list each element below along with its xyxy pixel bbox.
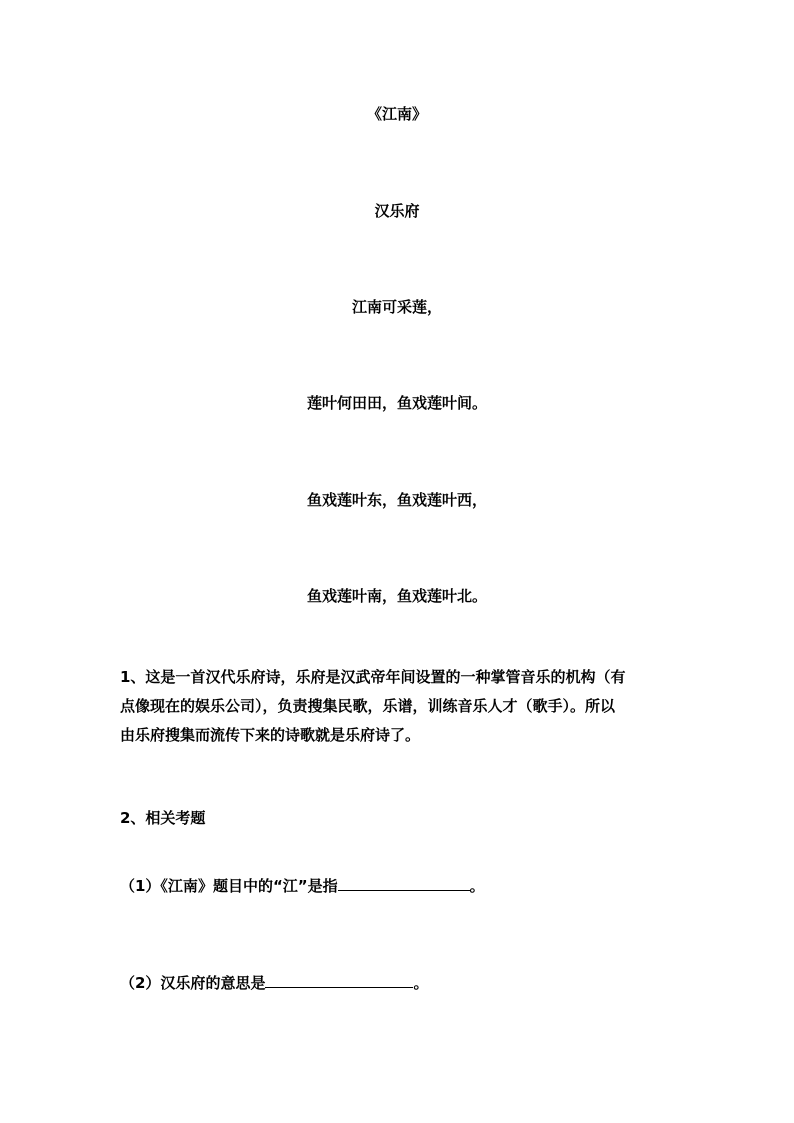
poem-line: 江南可采莲， xyxy=(351,298,442,316)
question-2-end: 。 xyxy=(413,974,429,992)
poem-title: 《江南》 xyxy=(366,105,427,123)
poem-line: 鱼戏莲叶东，鱼戏莲叶西， xyxy=(306,491,487,509)
note-line: 点像现在的娱乐公司），负责搜集民歌，乐谱，训练音乐人才（歌手）。所以 xyxy=(120,697,616,715)
note-line: 由乐府搜集而流传下来的诗歌就是乐府诗了。 xyxy=(120,726,421,744)
answer-blank-2[interactable] xyxy=(265,973,413,988)
poem-line: 莲叶何田田，鱼戏莲叶间。 xyxy=(306,394,487,412)
note-line: 1、这是一首汉代乐府诗，乐府是汉武帝年间设置的一种掌管音乐的机构（有 xyxy=(120,668,626,686)
poem-author: 汉乐府 xyxy=(374,202,420,220)
question-2 xyxy=(120,973,428,993)
questions-heading: 2、相关考题 xyxy=(120,809,206,827)
question-1-end: 。 xyxy=(469,877,485,895)
note-paragraph xyxy=(120,663,680,750)
question-2-text: （2）汉乐府的意思是 xyxy=(120,974,266,992)
poem-line: 鱼戏莲叶南，鱼戏莲叶北。 xyxy=(306,587,487,605)
question-1 xyxy=(120,876,485,896)
answer-blank-1[interactable] xyxy=(338,876,470,891)
question-1-text: （1）《江南》题目中的“江”是指 xyxy=(120,877,338,895)
